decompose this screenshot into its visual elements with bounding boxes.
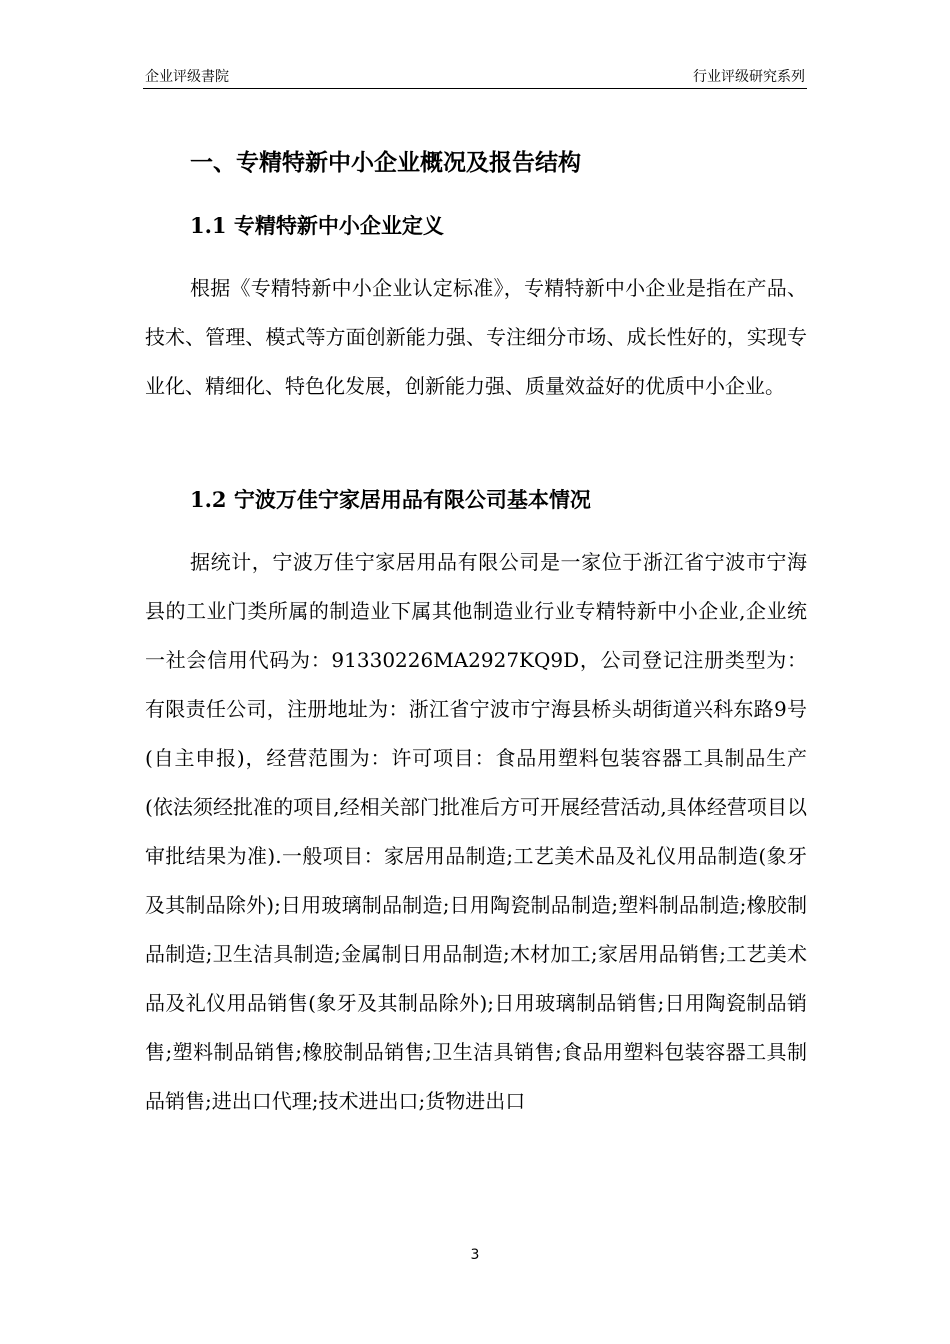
header-divider (143, 88, 807, 89)
header-left-title: 企业评级書院 (145, 69, 229, 85)
subsection-heading-company-info: 1.2 宁波万佳宁家居用品有限公司基本情况 (190, 487, 591, 512)
company-info-paragraph: 据统计，宁波万佳宁家居用品有限公司是一家位于浙江省宁波市宁海县的工业门类所属的制造业下属其他制造业行业专精特新中小企业,企业统一社会信用代码为：91330226MA2927KQ9D，公司登记注册类型为：有限责任公司，注册地址为：浙江省宁波市宁海县桥头胡街道兴科东路9号(自主申报)，经营范围为：许可项目：食品用塑料包装容器工具制品生产(依法须经批准的项目,经相关部门批准后方可开展经营活动,具体经营项目以审批结果为准).一般项目：家居用品制造;工艺美术品及礼仪用品制造(象牙及其制品除外);日用玻璃制品制造;日用陶瓷制品制造;塑料制品制造;橡胶制品制造;卫生洁具制造;金属制日用品制造;木材加工;家居用品销售;工艺美术品及礼仪用品销售(象牙及其制品除外);日用玻璃制品销售;日用陶瓷制品销售;塑料制品销售;橡胶制品销售;卫生洁具销售;食品用塑料包装容器工具制品销售;进出口代理;技术进出口;货物进出口 (145, 550, 807, 1113)
header-right-title: 行业评级研究系列 (693, 69, 805, 85)
definition-paragraph: 根据《专精特新中小企业认定标准》，专精特新中小企业是指在产品、技术、管理、模式等方面创新能力强、专注细分市场、成长性好的，实现专业化、精细化、特色化发展，创新能力强、质量效益好的优质中小企业。 (145, 276, 807, 398)
subsection-heading-definition: 1.1 专精特新中小企业定义 (190, 213, 444, 238)
section-title: 一、专精特新中小企业概况及报告结构 (190, 149, 581, 176)
page-number: 3 (470, 1247, 480, 1263)
